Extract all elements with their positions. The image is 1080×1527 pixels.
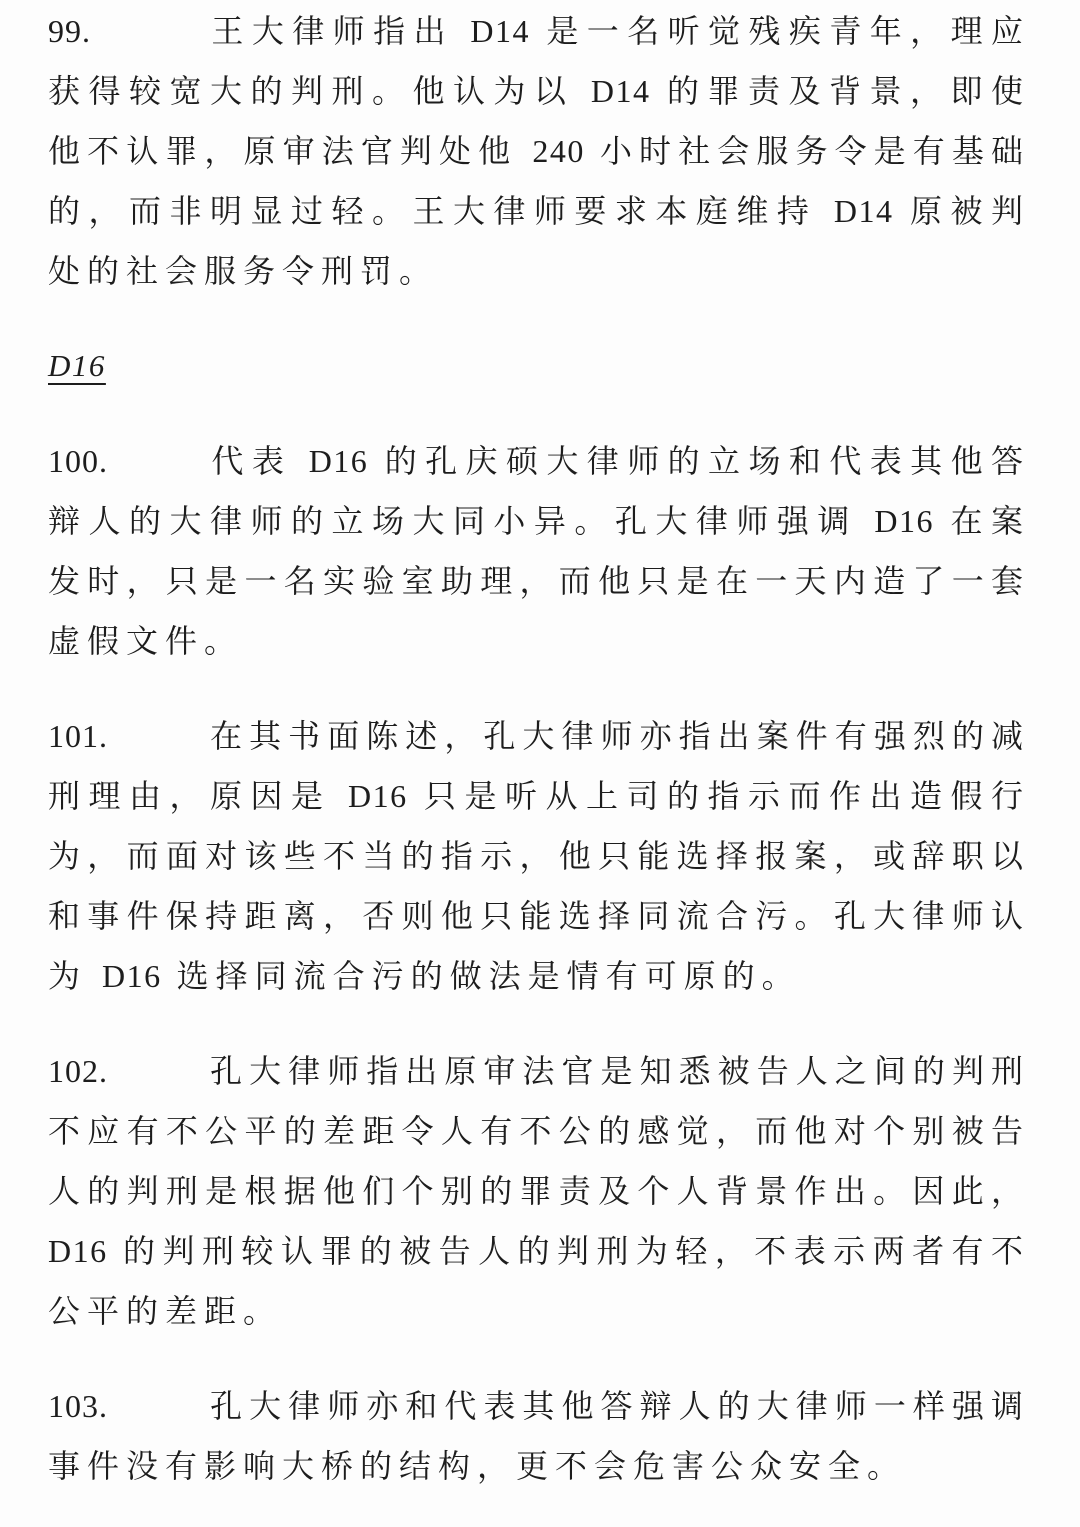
- paragraph-text: 孔大律师亦和代表其他答辩人的大律师一样强调事件没有影响大桥的结构，更不会危害公众安全。: [48, 1388, 1030, 1484]
- section-heading-d16: [48, 336, 1030, 396]
- paragraph-text: 代表 D16 的孔庆硕大律师的立场和代表其他答辩人的大律师的立场大同小异。孔大律师强调 D16 在案发时，只是一名实验室助理，而他只是在一天内造了一套虚假文件。: [48, 443, 1030, 659]
- paragraph-101: [48, 706, 1030, 1006]
- paragraph-number: 99.: [48, 13, 91, 49]
- paragraph-number: 103.: [48, 1388, 108, 1424]
- paragraph-99: [48, 1, 1030, 301]
- paragraph-100: [48, 431, 1030, 671]
- paragraph-number: 101.: [48, 718, 108, 754]
- paragraph-number: 100.: [48, 443, 108, 479]
- paragraph-102: [48, 1041, 1030, 1341]
- paragraph-text: 王大律师指出 D14 是一名听觉残疾青年，理应获得较宽大的判刑。他认为以 D14 的罪责及背景，即使他不认罪，原审法官判处他 240 小时社会服务令是有基础的，而非明显过轻。王大律师要求本庭维持 D14 原被判处的社会服务令刑罚。: [48, 13, 1030, 289]
- heading-text: D16: [48, 348, 106, 383]
- paragraph-text: 孔大律师指出原审法官是知悉被告人之间的判刑不应有不公平的差距令人有不公的感觉，而他对个别被告人的判刑是根据他们个别的罪责及个人背景作出。因此，D16 的判刑较认罪的被告人的判刑为轻，不表示两者有不公平的差距。: [48, 1053, 1030, 1329]
- paragraph-text: 在其书面陈述，孔大律师亦指出案件有强烈的减刑理由，原因是 D16 只是听从上司的指示而作出造假行为，而面对该些不当的指示，他只能选择报案，或辞职以和事件保持距离，否则他只能选择同流合污。孔大律师认为 D16 选择同流合污的做法是情有可原的。: [48, 718, 1030, 994]
- paragraph-103: [48, 1376, 1030, 1496]
- paragraph-number: 102.: [48, 1053, 108, 1089]
